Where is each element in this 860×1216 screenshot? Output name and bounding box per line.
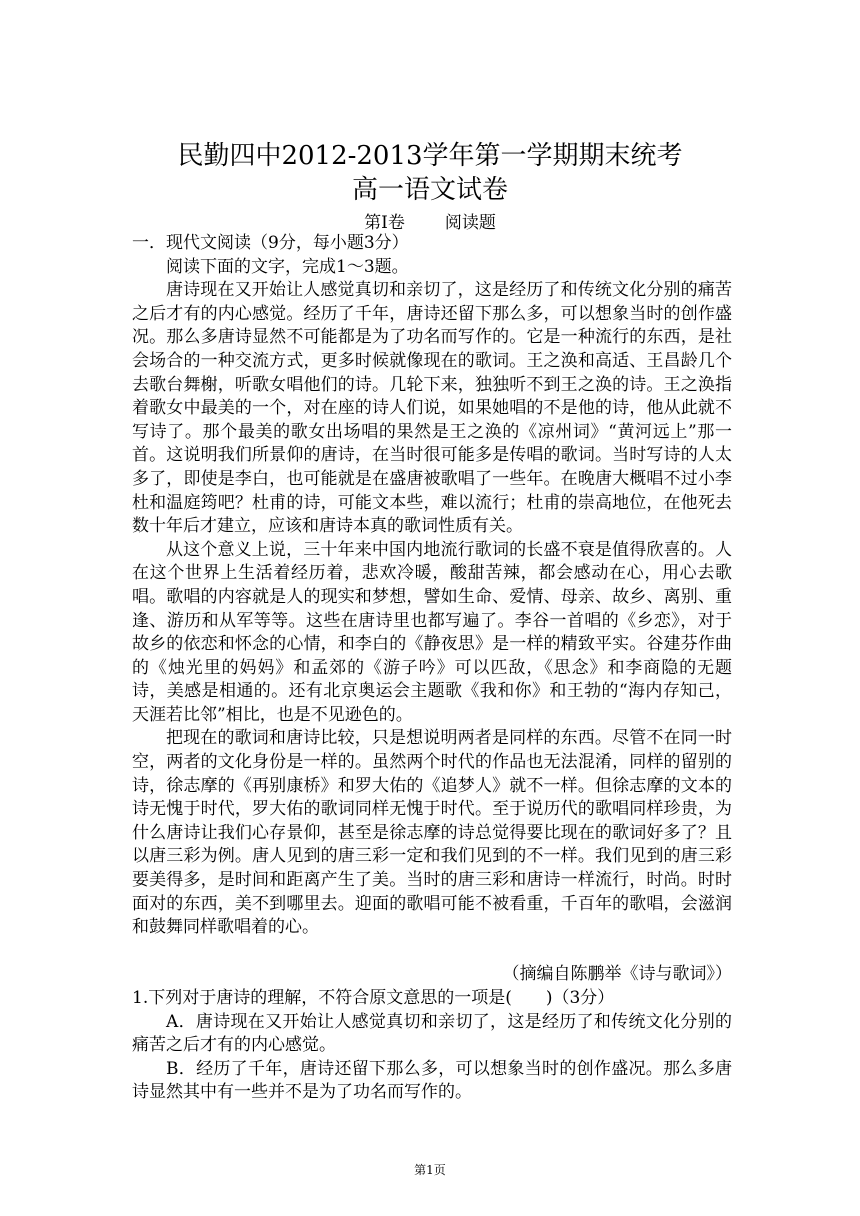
volume-number: 第Ⅰ卷 xyxy=(364,213,405,233)
document-body xyxy=(132,232,732,1105)
question-1-option-b: B．经历了千年，唐诗还留下那么多，可以想象当时的创作盛况。那么多唐诗显然其中有一些并不是为了功名而写作的。 xyxy=(132,1058,732,1103)
reading-instruction: 阅读下面的文字，完成1～3题。 xyxy=(166,256,409,277)
volume-heading xyxy=(0,212,860,234)
passage-paragraph-1: 唐诗现在又开始让人感觉真切和亲切了，这是经历了和传统文化分别的痛苦之后才有的内心感觉。经历了千年，唐诗还留下那么多，可以想象当时的创作盛况。那么多唐诗显然不可能都是为了功名而写作的。它是一种流行的东西，是社会场合的一种交流方式，更多时候就像现在的歌词。王之涣和高适、王昌龄几个去歌台舞榭，听歌女唱他们的诗。几轮下来，独独听不到王之涣的诗。王之涣指着歌女中最美的一个，对在座的诗人们说，如果她唱的不是他的诗，他从此就不写诗了。那个最美的歌女出场唱的果然是王之涣的《凉州词》“黄河远上”那一首。这说明我们所景仰的唐诗，在当时很可能多是传唱的歌词。当时写诗的人太多了，即使是李白，也可能就是在盛唐被歌唱了一些年。在晚唐大概唱不过小李杜和温庭筠吧？杜甫的诗，可能文本些，难以流行；杜甫的崇高地位，在他死去数十年后才建立，应该和唐诗本真的歌词性质有关。 xyxy=(132,280,732,537)
exam-title: 民勤四中2012-2013学年第一学期期末统考 xyxy=(177,141,683,171)
passage-source: （摘编自陈鹏举《诗与歌词》） xyxy=(502,964,732,985)
passage-paragraph-3: 把现在的歌词和唐诗比较，只是想说明两者是同样的东西。尽管不在同一时空，两者的文化身份是一样的。虽然两个时代的作品也无法混淆，同样的留别的诗，徐志摩的《再别康桥》和罗大佑的《追梦人》就不一样。但徐志摩的文本的诗无愧于时代，罗大佑的歌词同样无愧于时代。至于说历代的歌唱同样珍贵，为什么唐诗让我们心存景仰，甚至是徐志摩的诗总觉得要比现在的歌词好多了？且以唐三彩为例。唐人见到的唐三彩一定和我们见到的不一样。我们见到的唐三彩要美得多，是时间和距离产生了美。当时的唐三彩和唐诗一样流行，时尚。时时面对的东西，美不到哪里去。迎面的歌唱可能不被看重，千百年的歌唱，会滋润和鼓舞同样歌唱着的心。 xyxy=(132,728,732,938)
passage-paragraph-2: 从这个意义上说，三十年来中国内地流行歌词的长盛不衰是值得欣喜的。人在这个世界上生活着经历着，悲欢冷暖，酸甜苦辣，都会感动在心，用心去歌唱。歌唱的内容就是人的现实和梦想，譬如生命、爱情、母亲、故乡、离别、重逢、游历和从军等等。这些在唐诗里也都写遍了。李谷一首唱的《乡恋》，对于故乡的依恋和怀念的心情，和李白的《静夜思》是一样的精致平实。谷建芬作曲的《烛光里的妈妈》和孟郊的《游子吟》可以匹敌，《思念》和李商隐的无题诗，美感是相通的。还有北京奥运会主题歌《我和你》和王勃的“海内存知己，天涯若比邻”相比，也是不见逊色的。 xyxy=(132,539,732,725)
page-number: 第1页 xyxy=(414,1163,446,1177)
exam-subtitle: 高一语文试卷 xyxy=(351,175,508,205)
section-heading: 一．现代文阅读（9分，每小题3分） xyxy=(132,233,409,253)
question-1-stem: 1.下列对于唐诗的理解，不符合原文意思的一项是( )（3分） xyxy=(132,988,615,1008)
volume-name: 阅读题 xyxy=(444,213,496,233)
question-1-option-a: A．唐诗现在又开始让人感觉真切和亲切了，这是经历了和传统文化分别的痛苦之后才有的内心感觉。 xyxy=(132,1011,732,1056)
